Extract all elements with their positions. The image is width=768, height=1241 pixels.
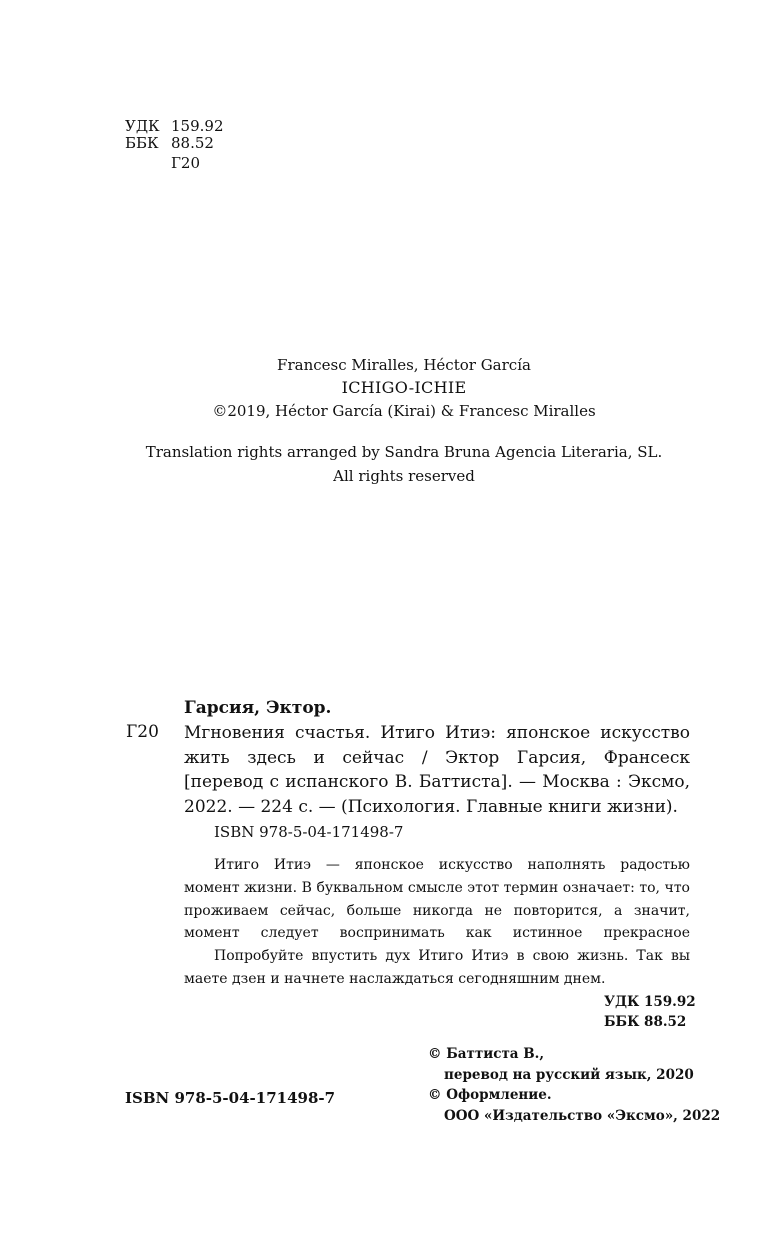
bbk-value: 88.52 <box>171 134 214 152</box>
bottom-bbk: ББК 88.52 <box>604 1014 687 1030</box>
original-authors: Francesc Miralles, Héctor García <box>277 356 531 374</box>
translation-copyright <box>428 1044 720 1126</box>
copyright-translator: © Баттиста В., <box>428 1046 545 1062</box>
bbk-row <box>125 133 214 153</box>
bottom-classification <box>604 992 696 1032</box>
author-mark: Г20 <box>171 154 201 172</box>
author-mark-row <box>125 153 200 173</box>
bbk-label: ББК <box>125 134 159 152</box>
udk-label: УДК <box>125 117 160 135</box>
copyright-publisher: ООО «Издательство «Эксмо», 2022 <box>444 1107 721 1124</box>
description-line: Мгновения счастья. Итиго Итиэ: японское искусство <box>184 723 690 743</box>
description-line: жить здесь и сейчас / Эктор Гарсия, Франсеск <box>184 747 690 768</box>
annotation-line: момент следует воспринимать как истинное прекрасное <box>184 925 690 942</box>
catalog-author-mark: Г20 <box>126 722 159 742</box>
description-line: [перевод с испанского В. Баттиста]. — Москва : Эксмо, <box>184 772 690 792</box>
translation-rights: Translation rights arranged by Sandra Bruna Agencia Literaria, SL. <box>145 443 663 461</box>
catalog-description <box>184 721 690 819</box>
annotation-line: Итиго Итиэ — японское искусство наполнять радостью <box>214 857 690 873</box>
annotation-line: момент жизни. В буквальном смысле этот термин означает: то, что <box>184 879 690 896</box>
copyright-design: © Оформление. <box>428 1087 552 1103</box>
udk-value: 159.92 <box>171 117 224 135</box>
rights-reserved: All rights reserved <box>333 467 475 485</box>
isbn-bottom: ISBN 978-5-04-171498-7 <box>125 1089 336 1107</box>
description-line: 2022. — 224 с. — (Психология. Главные книги жизни). <box>184 796 678 817</box>
catalog-author-heading: Гарсия, Эктор. <box>184 698 332 718</box>
catalog-annotation <box>184 854 690 991</box>
annotation-line: маете дзен и начнете наслаждаться сегодняшним днем. <box>184 970 606 987</box>
bottom-udk: УДК 159.92 <box>604 994 696 1010</box>
annotation-line: проживаем сейчас, больше никогда не повторится, а значит, <box>184 902 690 919</box>
catalog-isbn: ISBN 978-5-04-171498-7 <box>214 823 404 841</box>
original-copyright: ©2019, Héctor García (Kirai) & Francesc Miralles <box>212 402 596 420</box>
annotation-line: Попробуйте впустить дух Итиго Итиэ в свою жизнь. Так вы <box>214 948 690 965</box>
copyright-translation-year: перевод на русский язык, 2020 <box>444 1066 694 1083</box>
original-title: ICHIGO-ICHIE <box>341 378 467 397</box>
